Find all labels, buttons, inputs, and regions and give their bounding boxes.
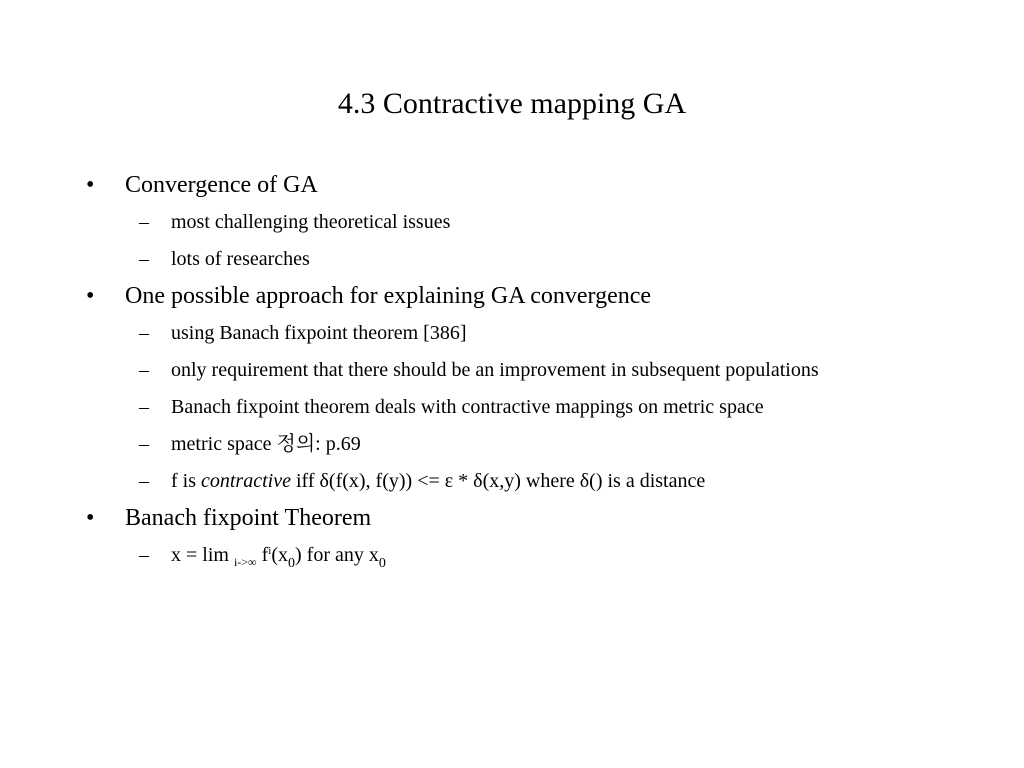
bullet-item (0, 170, 1024, 200)
contractive-prefix: f is (171, 470, 201, 492)
bullet-marker: • (86, 283, 95, 309)
dash-marker: – (139, 396, 149, 418)
formula-lhs: x = lim (171, 544, 234, 566)
sub-text: most challenging theoretical issues (171, 211, 451, 233)
bullet-text: One possible approach for explaining GA convergence (125, 283, 652, 309)
sub-item (0, 207, 1024, 237)
dash-marker: – (139, 544, 149, 566)
formula-arg-open: (x (271, 544, 289, 566)
slide-body (0, 170, 1024, 580)
sub-text: using Banach fixpoint theorem [386] (171, 322, 467, 344)
dash-marker: – (139, 470, 149, 492)
sub-item (0, 392, 1024, 422)
formula-arg-close: ) for any x (295, 544, 379, 566)
bullet-text: Banach fixpoint Theorem (125, 505, 372, 531)
slide-title: 4.3 Contractive mapping GA (337, 87, 687, 120)
bullet-marker: • (86, 172, 95, 198)
dash-marker: – (139, 322, 149, 344)
sub-text: Banach fixpoint theorem deals with contractive mappings on metric space (171, 396, 764, 418)
contractive-emphasis: contractive (201, 470, 291, 492)
sub-item (0, 355, 1024, 385)
dash-marker: – (139, 433, 149, 455)
formula-lim-subscript: i->∞ (233, 555, 257, 569)
formula-arg-subscript: 0 (288, 556, 296, 571)
formula-f-superscript: i (268, 545, 272, 557)
sub-item (0, 429, 1024, 459)
formula-tail-subscript: 0 (378, 556, 386, 571)
dash-marker: – (139, 248, 149, 270)
bullet-text: Convergence of GA (125, 172, 318, 198)
bullet-marker: • (86, 505, 95, 531)
formula-f: f (256, 544, 269, 566)
contractive-suffix: iff δ(f(x), f(y)) <= ε * δ(x,y) where δ() is a distance (290, 470, 706, 492)
bullet-item (0, 281, 1024, 311)
sub-item-formula (0, 540, 1024, 573)
sub-item (0, 318, 1024, 348)
dash-marker: – (139, 211, 149, 233)
sub-text: only requirement that there should be an improvement in subsequent populations (171, 359, 819, 381)
sub-item-contractive (0, 466, 1024, 496)
dash-marker: – (139, 359, 149, 381)
sub-text: lots of researches (171, 248, 310, 270)
sub-item (0, 244, 1024, 274)
bullet-item (0, 503, 1024, 533)
sub-text: metric space 정의: p.69 (171, 433, 361, 455)
